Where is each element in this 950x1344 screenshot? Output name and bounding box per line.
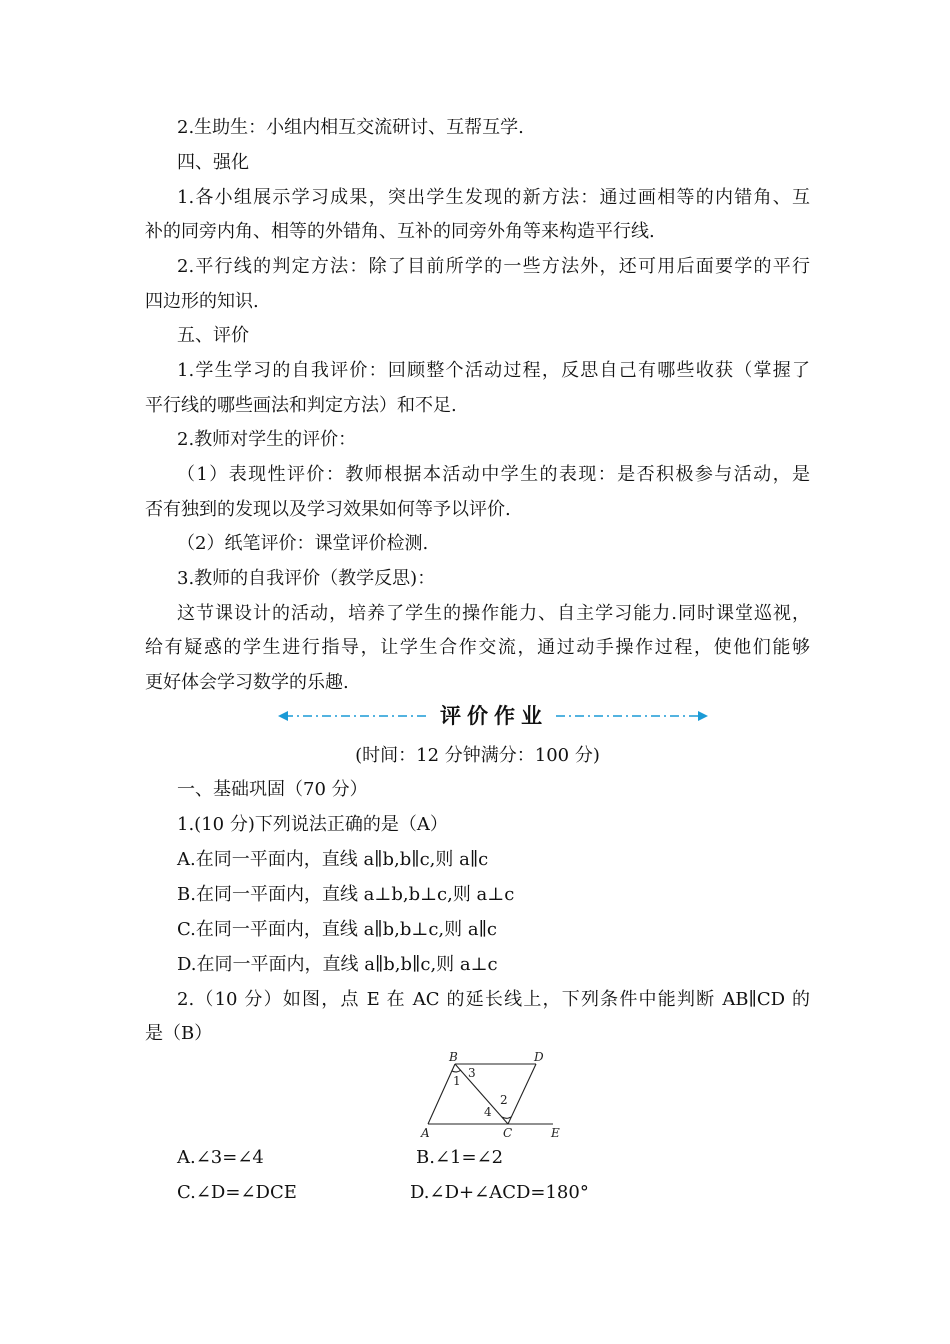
paragraph-reflection-2: 给有疑惑的学生进行指导，让学生合作交流，通过动手操作过程，使他们能够 [145,637,810,658]
paragraph-self-eval-2: 平行线的哪些画法和判定方法）和不足. [145,395,457,416]
angle-arc-b [452,1070,461,1072]
question-2-stem-2: 是（B） [145,1023,213,1044]
segment-ab [428,1064,455,1124]
label-a: A [421,1126,430,1140]
question-1-option-b: B.在同一平面内，直线 a⊥b,b⊥c,则 a⊥c [177,884,515,905]
question-2-option-a: A.∠3=∠4 [177,1147,264,1168]
paragraph-results-2: 补的同旁内角、相等的外错角、互补的同旁外角等来构造平行线. [145,221,655,242]
paragraph-paper-eval: （2）纸笔评价：课堂评价检测. [177,533,429,554]
banner-left-arrow [278,711,428,721]
question-1-option-c: C.在同一平面内，直线 a∥b,b⊥c,则 a∥c [177,919,497,940]
question-2-option-b: B.∠1=∠2 [416,1147,504,1168]
time-note: (时间：12 分钟满分：100 分) [355,745,600,766]
paragraph-teacher-eval: 2.教师对学生的评价： [177,429,357,450]
paragraph-peer-help: 2.生助生：小组内相互交流研讨、互帮互学. [177,117,524,138]
angle-arc-c [502,1117,511,1118]
banner-title: 评价作业 [440,704,548,728]
question-2-option-c: C.∠D=∠DCE [177,1182,297,1203]
paragraph-methods-1: 2.平行线的判定方法：除了目前所学的一些方法外，还可用后面要学的平行 [177,256,810,277]
paragraph-results-1: 1.各小组展示学习成果，突出学生发现的新方法：通过画相等的内错角、互 [177,187,810,208]
label-angle-3: 3 [468,1066,476,1080]
heading-evaluation: 五、评价 [177,325,249,346]
paragraph-performance-2: 否有独到的发现以及学习效果如何等予以评价. [145,499,511,520]
label-b: B [449,1050,458,1064]
question-1-option-a: A.在同一平面内，直线 a∥b,b∥c,则 a∥c [177,849,489,870]
parallelogram-figure [418,1050,568,1140]
label-angle-1: 1 [453,1074,461,1088]
section-basic: 一、基础巩固（70 分） [177,779,368,800]
segment-dc [508,1064,536,1124]
label-angle-2: 2 [500,1093,508,1107]
question-2-option-d: D.∠D+∠ACD=180° [410,1182,589,1203]
question-2-stem-1: 2.（10 分）如图，点 E 在 AC 的延长线上，下列条件中能判断 AB∥CD 的 [177,989,810,1010]
question-1-option-d: D.在同一平面内，直线 a∥b,b∥c,则 a⊥c [177,954,498,975]
banner-right-arrow [556,711,708,721]
label-e: E [551,1126,560,1140]
heading-strengthen: 四、强化 [177,152,249,173]
question-1-stem: 1.(10 分)下列说法正确的是（A） [177,814,448,835]
paragraph-performance-1: （1）表现性评价：教师根据本活动中学生的表现：是否积极参与活动，是 [177,464,810,485]
paragraph-teacher-self-eval: 3.教师的自我评价（教学反思)： [177,568,436,589]
paragraph-self-eval-1: 1.学生学习的自我评价：回顾整个活动过程，反思自己有哪些收获（掌握了 [177,360,810,381]
label-c: C [503,1126,513,1140]
label-d: D [534,1050,544,1064]
label-angle-4: 4 [484,1105,492,1119]
paragraph-reflection-3: 更好体会学习数学的乐趣. [145,672,349,693]
paragraph-reflection-1: 这节课设计的活动，培养了学生的操作能力、自主学习能力.同时课堂巡视， [177,603,810,624]
paragraph-methods-2: 四边形的知识. [145,291,259,312]
